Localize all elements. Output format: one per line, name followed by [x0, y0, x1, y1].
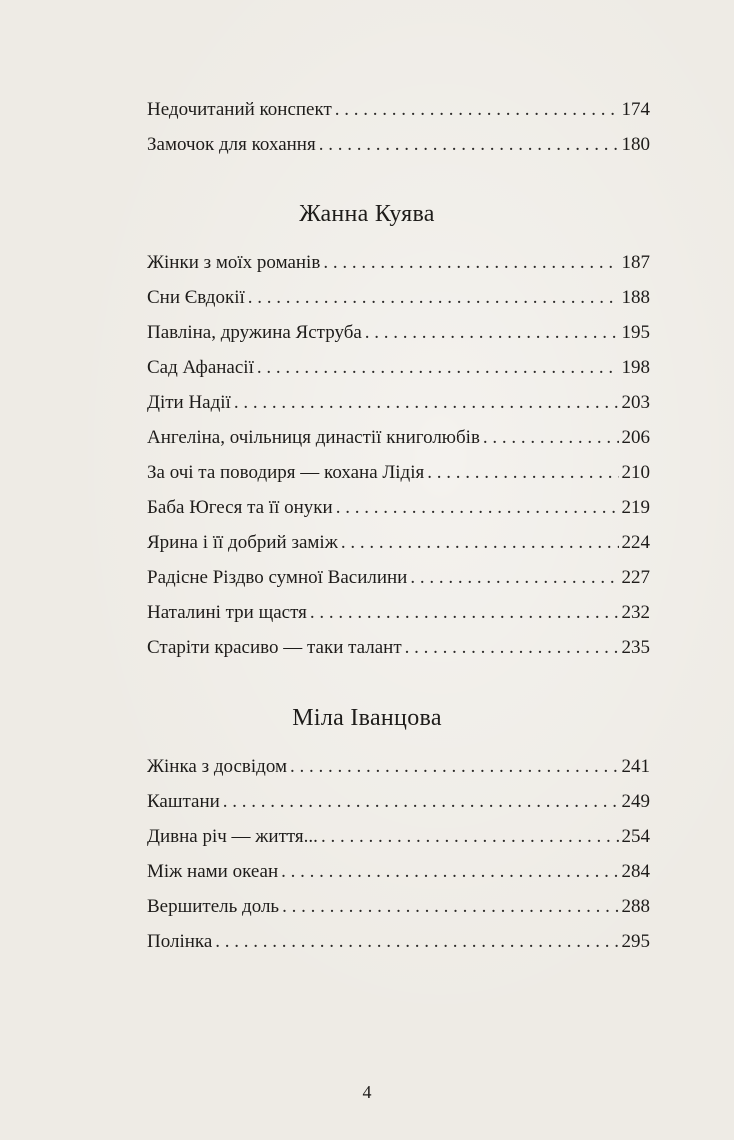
toc-entry [147, 99, 650, 134]
toc-dot-leader [223, 791, 619, 813]
toc-entry-page: 241 [621, 756, 650, 777]
toc-entry-title: Ярина і її добрий заміж [147, 532, 338, 553]
toc-entry-page: 295 [621, 931, 650, 952]
toc-entry-title: Наталині три щастя [147, 602, 307, 623]
toc-entry-page: 284 [621, 861, 650, 882]
toc-entry [147, 252, 650, 287]
toc-entry-page: 206 [621, 427, 650, 448]
toc-entry-page: 188 [621, 287, 650, 308]
toc-entry [147, 287, 650, 322]
toc-block-author-1 [147, 252, 650, 672]
toc-entry [147, 497, 650, 532]
toc-dot-leader [310, 602, 619, 624]
toc-entry-title: Сад Афанасії [147, 357, 254, 378]
toc-entry-title: Старіти красиво — таки талант [147, 637, 402, 658]
toc-entry-title: Дивна річ — життя... [147, 826, 318, 847]
toc-entry [147, 602, 650, 637]
toc-dot-leader [335, 99, 619, 121]
toc-dot-leader [257, 357, 619, 379]
toc-entry-page: 224 [621, 532, 650, 553]
toc-entry-page: 203 [621, 392, 650, 413]
toc-entry-page: 288 [621, 896, 650, 917]
toc-dot-leader [427, 462, 618, 484]
toc-entry-page: 198 [621, 357, 650, 378]
toc-dot-leader [248, 287, 619, 309]
toc-dot-leader [323, 252, 618, 274]
toc-entry-title: Каштани [147, 791, 220, 812]
toc-entry [147, 134, 650, 169]
toc-entry-title: Сни Євдокії [147, 287, 245, 308]
toc-entry [147, 357, 650, 392]
toc-dot-leader [281, 861, 618, 883]
toc-entry [147, 532, 650, 567]
toc-entry-page: 219 [621, 497, 650, 518]
toc-entry [147, 931, 650, 966]
toc-entry-title: Павліна, дружина Яструба [147, 322, 362, 343]
toc-entry-page: 235 [621, 637, 650, 658]
toc-entry-title: Недочитаний конспект [147, 99, 332, 120]
toc-dot-leader [483, 427, 619, 449]
toc-entry [147, 637, 650, 672]
toc-dot-leader [365, 322, 619, 344]
toc-entry-title: Замочок для кохання [147, 134, 316, 155]
toc-dot-leader [290, 756, 618, 778]
toc-entry [147, 392, 650, 427]
toc-entry [147, 322, 650, 357]
toc-block-continuation [147, 99, 650, 169]
toc-entry-page: 174 [621, 99, 650, 120]
toc-entry-title: Баба Югеся та її онуки [147, 497, 333, 518]
toc-dot-leader [410, 567, 618, 589]
toc-entry [147, 791, 650, 826]
toc-entry-title: Ангеліна, очільниця династії книголюбів [147, 427, 480, 448]
toc-dot-leader [321, 826, 619, 848]
toc-entry [147, 462, 650, 497]
toc-dot-leader [282, 896, 618, 918]
toc-entry-title: Полінка [147, 931, 213, 952]
section-heading-author: Жанна Куява [299, 201, 435, 227]
toc-entry-page: 187 [621, 252, 650, 273]
toc-entry-page: 254 [621, 826, 650, 847]
toc-entry-title: За очі та поводиря — кохана Лідія [147, 462, 425, 483]
toc-entry-page: 210 [621, 462, 650, 483]
page-number: 4 [362, 1082, 372, 1102]
toc-entry-page: 195 [621, 322, 650, 343]
toc-entry-title: Вершитель доль [147, 896, 280, 917]
toc-entry [147, 826, 650, 861]
toc-dot-leader [405, 637, 619, 659]
toc-dot-leader [215, 931, 618, 953]
toc-entry-page: 227 [621, 567, 650, 588]
section-heading-author: Міла Іванцова [292, 705, 442, 731]
toc-dot-leader [336, 497, 619, 519]
toc-entry-page: 249 [621, 791, 650, 812]
toc-entry-title: Жінки з моїх романів [147, 252, 321, 273]
toc-entry-title: Радісне Різдво сумної Василини [147, 567, 408, 588]
toc-entry [147, 427, 650, 462]
toc-entry [147, 756, 650, 791]
toc-block-author-2 [147, 756, 650, 966]
toc-entry [147, 896, 650, 931]
toc-entry [147, 567, 650, 602]
toc-entry [147, 861, 650, 896]
toc-entry-page: 232 [621, 602, 650, 623]
toc-dot-leader [341, 532, 619, 554]
toc-entry-page: 180 [621, 134, 650, 155]
toc-entry-title: Діти Надії [147, 392, 231, 413]
toc-entry-title: Між нами океан [147, 861, 279, 882]
toc-dot-leader [234, 392, 619, 414]
toc-dot-leader [319, 134, 619, 156]
toc-entry-title: Жінка з досвідом [147, 756, 288, 777]
